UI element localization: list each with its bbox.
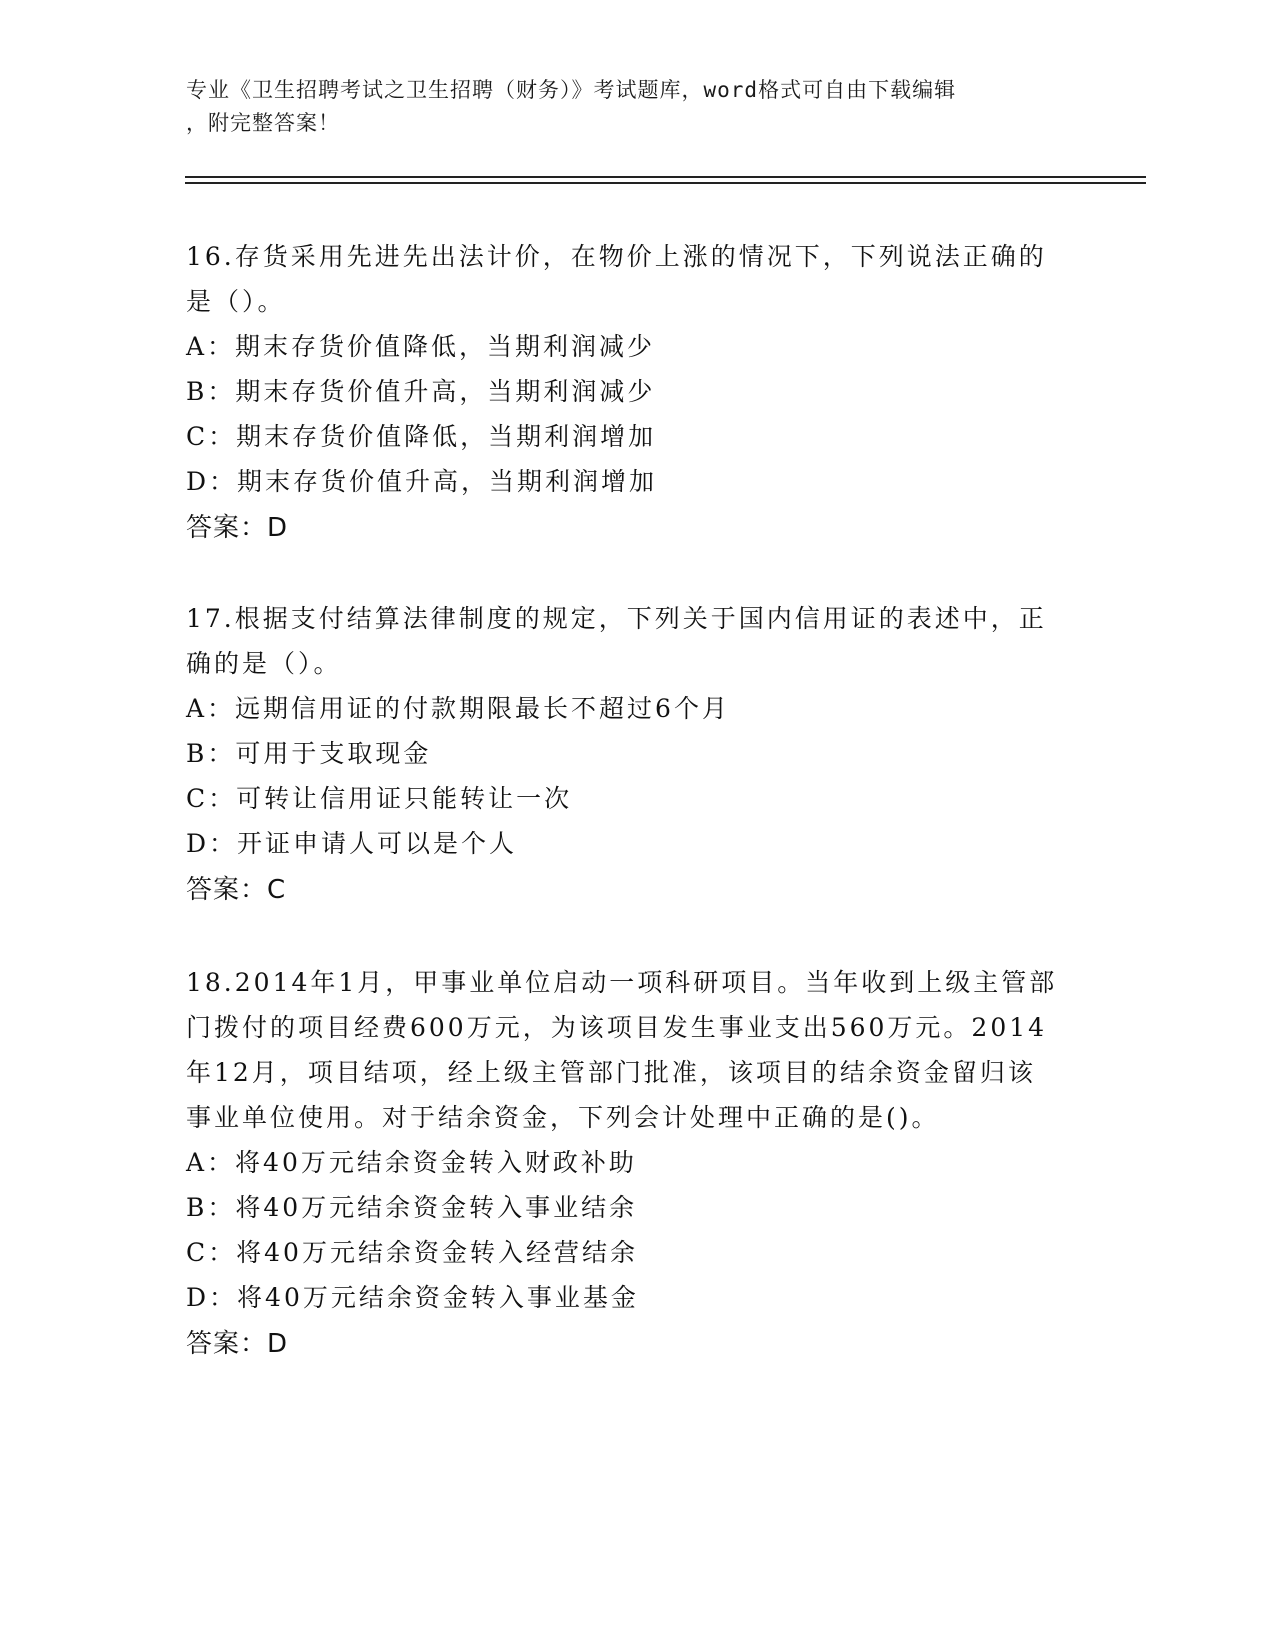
stem-line: 18.2014年1月，甲事业单位启动一项科研项目。当年收到上级主管部 (186, 968, 1058, 997)
option-d: D：期末存货价值升高，当期利润增加 (186, 467, 658, 496)
header-line-2: ，附完整答案！ (186, 111, 340, 135)
stem-line: 事业单位使用。对于结余资金，下列会计处理中正确的是()。 (186, 1103, 940, 1132)
option-a: A：将40万元结余资金转入财政补助 (186, 1148, 637, 1177)
question-18 (186, 960, 1086, 1367)
stem-line: 是（）。 (186, 287, 286, 316)
option-c: C：期末存货价值降低，当期利润增加 (186, 422, 657, 451)
stem-line: 17.根据支付结算法律制度的规定，下列关于国内信用证的表述中，正 (186, 604, 1047, 633)
question-stem (186, 960, 1086, 1140)
answer-line: 答案：D (186, 1329, 289, 1359)
option-b: B：期末存货价值升高，当期利润减少 (186, 377, 656, 406)
option-a: A：期末存货价值降低，当期利润减少 (186, 332, 656, 361)
answer-line: 答案：C (186, 875, 287, 905)
header-divider-bottom (185, 182, 1146, 184)
stem-line: 确的是（）。 (186, 649, 342, 678)
document-header (186, 74, 1066, 140)
option-b: B：可用于支取现金 (186, 739, 432, 768)
option-c: C：将40万元结余资金转入经营结余 (186, 1238, 638, 1267)
option-b: B：将40万元结余资金转入事业结余 (186, 1193, 638, 1222)
stem-line: 16.存货采用先进先出法计价，在物价上涨的情况下，下列说法正确的 (186, 242, 1047, 271)
option-d: D：开证申请人可以是个人 (186, 829, 518, 858)
stem-line: 门拨付的项目经费600万元，为该项目发生事业支出560万元。2014 (186, 1013, 1048, 1042)
option-a: A：远期信用证的付款期限最长不超过6个月 (186, 694, 730, 723)
option-c: C：可转让信用证只能转让一次 (186, 784, 573, 813)
stem-line: 年12月，项目结项，经上级主管部门批准，该项目的结余资金留归该 (186, 1058, 1036, 1087)
question-16 (186, 234, 1086, 551)
question-stem (186, 234, 1086, 324)
answer-line: 答案：D (186, 513, 289, 543)
question-stem (186, 596, 1086, 686)
header-line-1: 专业《卫生招聘考试之卫生招聘（财务）》考试题库，word格式可自由下载编辑 (186, 78, 957, 102)
question-17 (186, 596, 1086, 913)
option-d: D：将40万元结余资金转入事业基金 (186, 1283, 639, 1312)
header-divider-top (185, 176, 1146, 178)
